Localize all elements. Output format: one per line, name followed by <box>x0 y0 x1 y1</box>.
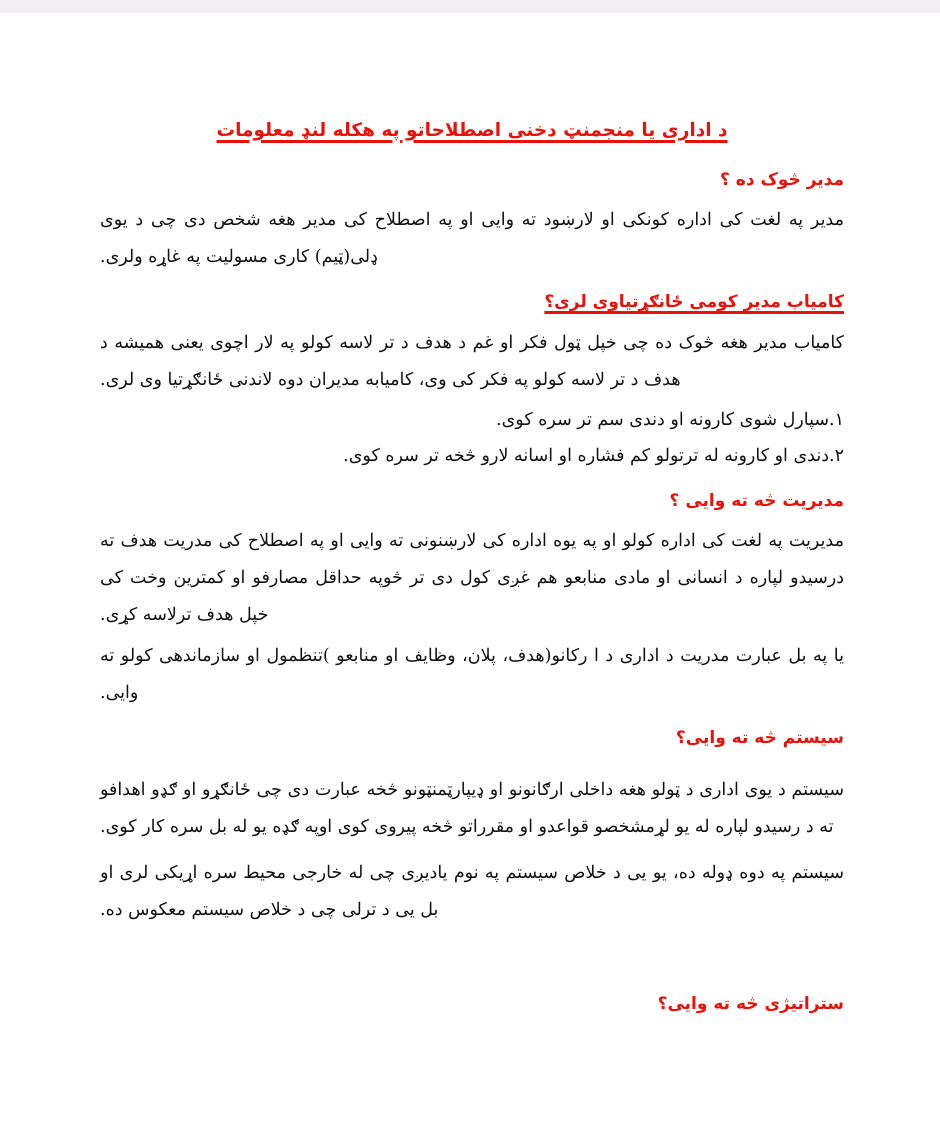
section-paragraph: سیستم د یوی اداری د ټولو هغه داخلی ارګانونو او ډیپارټمنټونو څخه عبارت دی چی ځانګړو او ګډو اهدافو ته د رسیدو لپاره له یو لړمشخصو قواعدو او مقرراتو څخه پیروی کوی اوپه ګډه یو له بل سره کار کوی. <box>100 779 844 837</box>
page-title: د اداری یا منجمنټ دخنی اصطلاحاتو په هکله لنډ معلومات <box>216 120 728 141</box>
section-paragraph: مدیر په لغت کی اداره کونکی او لارښود ته وایی او په اصطلاح کی مدیر هغه شخص دی چی د یوی ډلی(ټیم) کاری مسولیت په غاړه ولری. <box>100 210 844 268</box>
section-heading-successful-manager: کامیاب مدیر کومی ځانګړتیاوی لری؟ <box>544 292 844 313</box>
section-heading-management: مدیریت څه ته وایی ؟ <box>669 490 844 511</box>
top-decorative-band <box>0 0 940 13</box>
section-heading-system: سیستم څه ته وایی؟ <box>675 728 844 749</box>
section-paragraph: مدیریت په لغت کی اداره کولو او په یوه اداره کی لارښنونی ته وایی او په اصطلاح کی مدریت هدف ته درسیدو لپاره د انسانی او مادی منابعو هم غږی کول دی تر څوپه حداقل مصارفو او کمترین وخت کی خپل هدف ترلاسه کړی. <box>100 530 844 626</box>
section-paragraph: یا په بل عبارت مدریت د اداری د ا رکانو(هدف، پلان، وظایف او منابعو )تنظمول او سازماندهی کولو ته وایی. <box>100 646 844 704</box>
section-heading-manager: مدیر څوک ده ؟ <box>720 169 844 190</box>
document-body <box>100 13 844 1017</box>
list-item: ۱.سپارل شوی کارونه او دندی سم تر سره کوی. <box>496 409 844 430</box>
list-item: ۲.دندی او کارونه له ترتولو کم فشاره او اسانه لارو څخه تر سره کوی. <box>343 445 844 466</box>
document-page <box>0 13 940 1131</box>
section-paragraph: کامیاب مدیر هغه څوک ده چی خپل ټول فکر او غم د هدف د تر لاسه کولو په لار اچوی یعنی همیشه د هدف د تر لاسه کولو په فکر کی وی، کامیابه مدیران دوه لاندنی ځانګړتیا وی لری. <box>100 332 844 390</box>
section-paragraph: سیستم په دوه ډوله ده، یو یی د خلاص سیستم په نوم یادیږی چی له خارجی محیط سره اړیکی لری او بل یی د ترلی چی د خلاص سیستم معکوس ده. <box>100 862 844 920</box>
section-heading-strategy: ستراتیژی څه ته وایی؟ <box>657 994 844 1015</box>
